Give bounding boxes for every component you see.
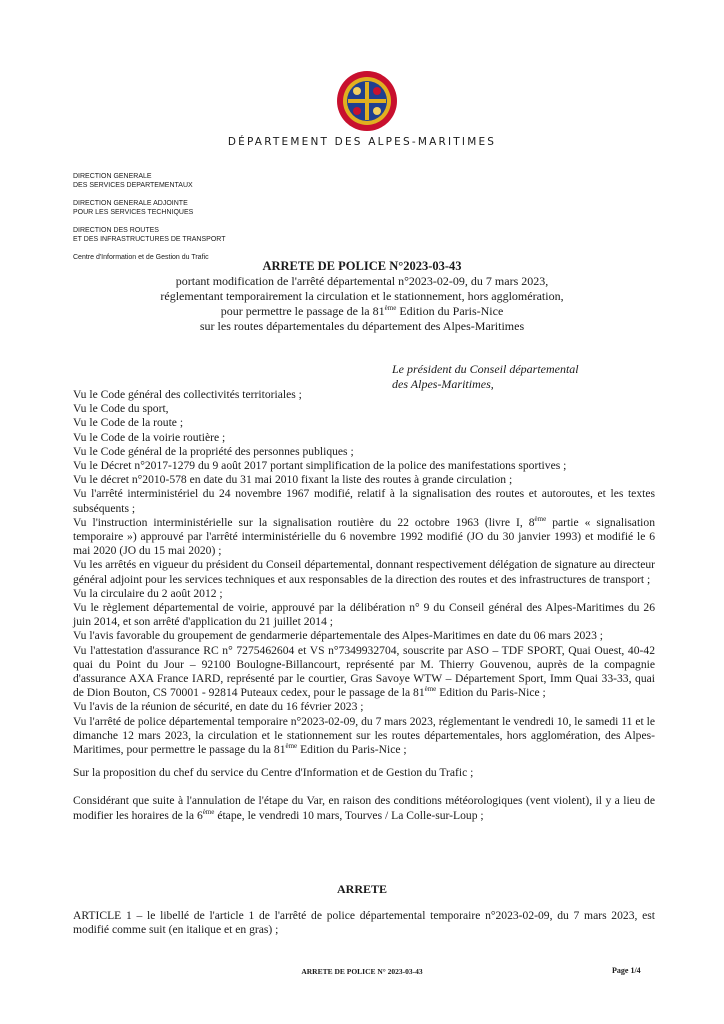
president-signatory: Le président du Conseil départemental des Alpes-Maritimes,: [392, 362, 579, 391]
visa-line: Vu le Code de la route ;: [73, 416, 184, 430]
visa-arrete: Vu l'arrêté de police départemental temporaire n°2023-02-09, du 7 mars 2023, réglementant le vendredi 10, le samedi 11 et le dimanche 12 mars 2023, la circulation et le stationnement sur les routes départementales, hors agglomération, des Alpes-Maritimes, pour permettre le passage du la 81ème Edition du Paris-Nice ;: [73, 714, 655, 757]
service-direction-generale: DIRECTION GENERALE DES SERVICES DEPARTEMENTAUX: [73, 173, 193, 189]
visa-line: Vu les arrêtés en vigueur du président du Conseil départemental, donnant respectivement délégation de signature au directeur général adjoint pour les services techniques et aux responsables de la direction des routes et des infrastructures de transport ;: [73, 558, 655, 586]
visa-line: Vu le Décret n°2017-1279 du 9 août 2017 portant simplification de la police des manifestations sportives ;: [73, 459, 567, 473]
visa-instruction: Vu l'instruction interministérielle sur la signalisation routière du 22 octobre 1963 (livre I, 8ème partie « signalisation temporaire ») approuvé par l'arrêté interministérielle du 6 novembre 1992 modifié (JO du 30 janvier 1993) et modifié le 6 mai 2020 (JO du 15 mai 2020) ;: [73, 514, 655, 558]
decree-title-block: [0, 259, 724, 334]
visa-line: Vu le Code du sport,: [73, 402, 169, 416]
visa-line: Vu le Code général de la propriété des personnes publiques ;: [73, 444, 354, 458]
visa-line: Vu l'arrêté interministériel du 24 novembre 1967 modifié, relatif à la signalisation des routes et autoroutes, et les textes subséquents ;: [73, 487, 655, 515]
department-name: DÉPARTEMENT DES ALPES-MARITIMES: [227, 136, 497, 148]
visa-line: Vu le décret n°2010-578 en date du 31 mai 2010 fixant la liste des routes à grande circulation ;: [73, 473, 513, 487]
proposition-paragraph: Sur la proposition du chef du service du Centre d'Information et de Gestion du Trafic ;: [73, 766, 474, 780]
issuing-services: [73, 172, 333, 262]
visa-line: Vu le Code de la voirie routière ;: [73, 430, 226, 444]
visa-line: Vu l'avis favorable du groupement de gendarmerie départementale des Alpes-Maritimes en date du 06 mars 2023 ;: [73, 629, 604, 643]
article-1: ARTICLE 1 – le libellé de l'article 1 de l'arrêté de police départemental temporaire n°2023-02-09, du 7 mars 2023, est modifié comme suit (en italique et en gras) ;: [73, 909, 655, 937]
decree-title: ARRETE DE POLICE N°2023-03-43: [262, 259, 462, 273]
visa-line: Vu la circulaire du 2 août 2012 ;: [73, 586, 223, 600]
visa-line: Vu le règlement départemental de voirie, approuvé par la délibération n° 9 du Conseil général des Alpes-Maritimes du 26 juin 2014, et son arrêté d'application du 21 juillet 2014 ;: [73, 601, 655, 629]
considerant-paragraph: Considérant que suite à l'annulation de l'étape du Var, en raison des conditions météorologiques (vent violent), il y a lieu de modifier les horaires de la 6ème étape, le vendredi 10 mars, Tourves / La Colle-sur-Loup ;: [73, 794, 655, 822]
title-line-3: pour permettre le passage de la 81ème Edition du Paris-Nice: [220, 304, 504, 318]
arrete-heading: ARRETE: [336, 882, 387, 896]
service-centre-trafic: Centre d'Information et de Gestion du Trafic: [73, 254, 209, 261]
decree-body: [73, 388, 655, 823]
title-line-2: réglementant temporairement la circulation et le stationnement, hors agglomération,: [160, 289, 564, 303]
service-direction-routes: DIRECTION DES ROUTES ET DES INFRASTRUCTURES DE TRANSPORT: [73, 227, 226, 243]
service-direction-adjointe: DIRECTION GENERALE ADJOINTE POUR LES SERVICES TECHNIQUES: [73, 200, 194, 216]
visa-assurance: Vu l'attestation d'assurance RC n° 7275462604 et VS n°7349932704, souscrite par ASO – TDF SPORT, Quai Ouest, 40-42 quai du Point du Jour – 92100 Boulogne-Billancourt, représenté par M. Thierry Gouvenou, auprès de la compagnie d'assurance AXA France IARD, représenté par le courtier, Gras Savoye WTW – Département Sport, Imm Quai 33-33, quai de Dion Bouton, CS 70001 - 92814 Puteaux cedex, pour le passage de la 81ème Edition du Paris-Nice ;: [73, 643, 655, 700]
department-coat-of-arms-icon: [336, 70, 398, 132]
footer-page-number: Page 1/4: [612, 966, 641, 975]
visa-line: Vu le Code général des collectivités territoriales ;: [73, 388, 302, 401]
title-line-4: sur les routes départementales du département des Alpes-Maritimes: [199, 319, 525, 333]
title-line-1: portant modification de l'arrêté départemental n°2023-02-09, du 7 mars 2023,: [175, 274, 549, 288]
visa-reunion: Vu l'avis de la réunion de sécurité, en date du 16 février 2023 ;: [73, 700, 364, 714]
footer-reference: ARRETE DE POLICE N° 2023-03-43: [301, 967, 423, 976]
